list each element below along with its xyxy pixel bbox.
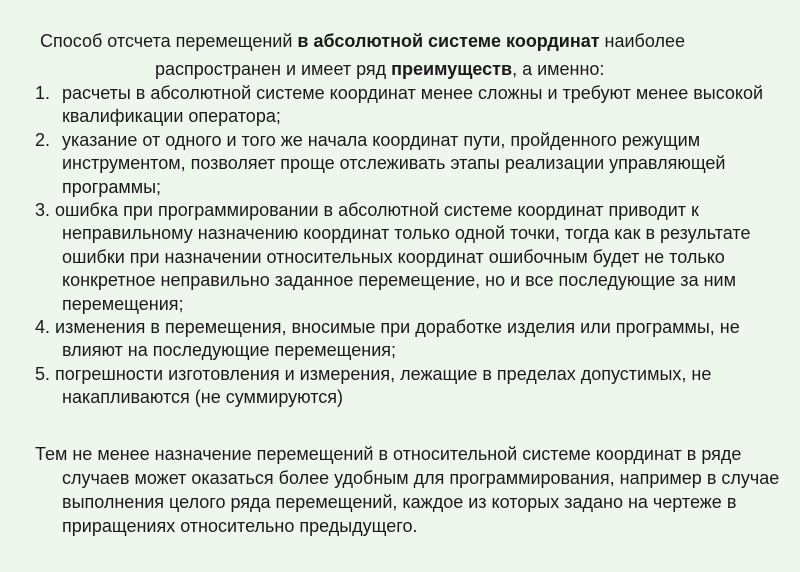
intro-emphasis: преимуществ bbox=[391, 59, 513, 79]
item-number: 4. bbox=[35, 317, 51, 338]
item-text: указание от одного и того же начала координат пути, пройденного режущим инструментом, позволяет проще отслеживать этапы реализации управляющей программы; bbox=[62, 129, 726, 197]
advantages-list bbox=[35, 82, 780, 410]
intro-text: наиболее bbox=[599, 31, 686, 51]
list-item bbox=[35, 363, 780, 410]
item-text: ошибка при программировании в абсолютной системе координат приводит к неправильному назначению координат только одной точки, тогда как в результате ошибки при назначении относительных координат ошибочным будет не только конкретное неправильно заданное перемещение, но и все последующие за ним перемещения; bbox=[55, 200, 751, 314]
intro-text: , а именно: bbox=[512, 59, 605, 79]
intro-line-2 bbox=[40, 55, 780, 83]
list-item bbox=[35, 129, 780, 199]
item-number: 3. bbox=[35, 200, 51, 221]
intro-line-1 bbox=[40, 27, 780, 55]
conclusion-paragraph: Тем не менее назначение перемещений в относительной системе координат в ряде случаев может оказаться более удобным для программирования, например в случае выполнения целого ряда перемещений, каждое из которых задано на чертеже в приращениях относительно предыдущего. bbox=[35, 444, 780, 536]
item-number: 2. bbox=[35, 129, 51, 150]
intro-text: Способ отсчета перемещений bbox=[40, 31, 298, 51]
item-text: погрешности изготовления и измерения, лежащие в пределах допустимых, не накапливаются (не суммируются) bbox=[55, 363, 712, 408]
item-number: 1. bbox=[35, 83, 51, 103]
list-item bbox=[35, 82, 780, 129]
item-number: 5. bbox=[35, 363, 51, 384]
list-item bbox=[35, 199, 780, 316]
item-text: изменения в перемещения, вносимые при доработке изделия или программы, не влияют на последующие перемещения; bbox=[55, 317, 740, 361]
list-item bbox=[35, 316, 780, 363]
intro-emphasis: в абсолютной системе координат bbox=[297, 31, 600, 51]
intro-text: распространен и имеет ряд bbox=[155, 59, 392, 79]
intro-paragraph bbox=[40, 27, 780, 83]
item-text: расчеты в абсолютной системе координат менее сложны и требуют менее высокой квалификации оператора; bbox=[62, 83, 764, 127]
